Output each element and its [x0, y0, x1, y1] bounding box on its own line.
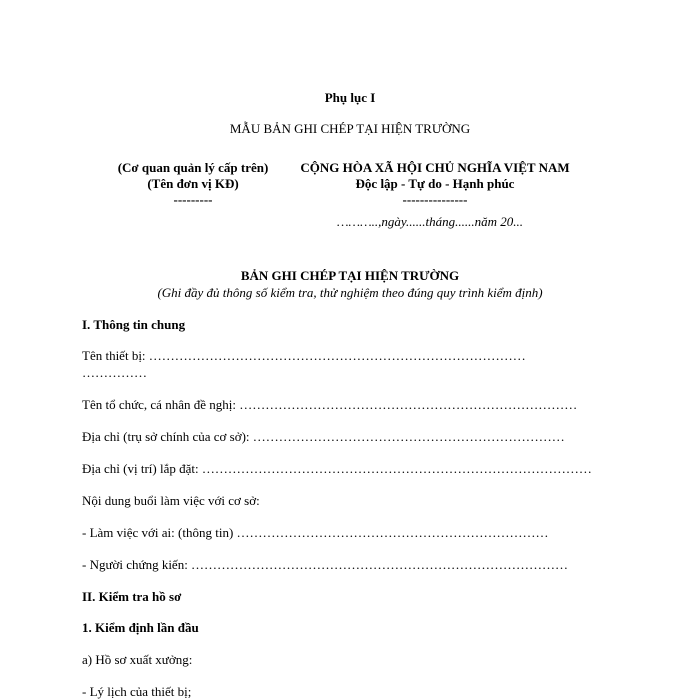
section-dossier-check: II. Kiểm tra hồ sơ — [82, 589, 182, 604]
field-work-with: - Làm việc với ai: (thông tin) ……………………………………………………………… — [82, 525, 549, 540]
section-general-info: I. Thông tin chung — [82, 317, 186, 332]
republic-motto: Độc lập - Tự do - Hạnh phúc — [355, 176, 515, 191]
agency-divider: --------- — [173, 192, 213, 207]
field-factory-dossier: a) Hồ sơ xuất xưởng: — [82, 652, 193, 667]
date-line: ………..,ngày......tháng......năm 20... — [337, 214, 523, 229]
appendix-title: Phụ lục I — [324, 90, 376, 105]
record-title: BẢN GHI CHÉP TẠI HIỆN TRƯỜNG — [240, 268, 460, 283]
subsection-first-inspection: 1. Kiểm định lần đầu — [82, 620, 199, 635]
field-device-name: Tên thiết bị: …………………………………………………………………………… — [82, 348, 526, 363]
field-meeting-content: Nội dung buổi làm việc với cơ sở: — [82, 493, 260, 508]
republic-line-1: CỘNG HÒA XÃ HỘI CHỦ NGHĨA VIỆT NAM — [300, 160, 570, 175]
record-subtitle: (Ghi đầy đủ thông số kiểm tra, thử nghiệm theo đúng quy trình kiểm định) — [157, 285, 543, 300]
field-head-office-address: Địa chỉ (trụ sở chính của cơ sở): ……………………………………………………………… — [82, 429, 565, 444]
agency-header — [98, 160, 288, 208]
agency-line-1: (Cơ quan quản lý cấp trên) — [117, 160, 269, 175]
field-organization: Tên tổ chức, cá nhân đề nghị: …………………………………………………………………… — [82, 397, 578, 412]
field-witness: - Người chứng kiến: …………………………………………………………………………… — [82, 557, 569, 572]
field-device-name-continued: …………… — [82, 365, 147, 380]
form-title: MẪU BẢN GHI CHÉP TẠI HIỆN TRƯỜNG — [229, 121, 471, 136]
agency-line-2: (Tên đơn vị KĐ) — [147, 176, 239, 191]
republic-header — [285, 160, 585, 208]
field-installation-location: Địa chỉ (vị trí) lắp đặt: ……………………………………………………………………………… — [82, 461, 592, 476]
field-device-history: - Lý lịch của thiết bị; — [82, 684, 192, 699]
republic-divider: --------------- — [402, 192, 468, 207]
